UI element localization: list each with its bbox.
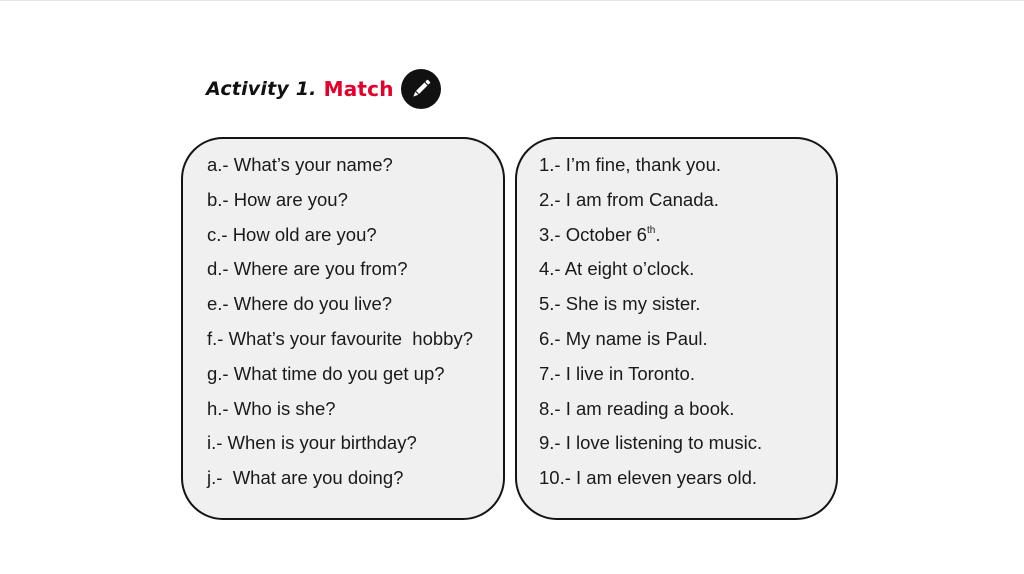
question-item: c.- How old are you? [207,223,377,245]
answer-item [539,151,762,186]
answer-text: 5.- She is my sister. [539,293,701,315]
answers-list [539,151,762,499]
question-item: i.- When is your birthday? [207,432,417,454]
answer-superscript: th [646,224,656,236]
answer-text: 7.- I live in Toronto. [539,362,695,384]
answer-item [539,255,762,290]
answer-item [539,464,762,499]
answer-item [539,429,762,464]
question-item: g.- What time do you get up? [207,362,445,384]
answer-text: 8.- I am reading a book. [539,397,735,419]
answer-suffix: . [655,223,661,245]
question-item: a.- What’s your name? [207,154,393,175]
answer-item [539,395,762,430]
activity-label: Activity 1. [206,78,317,100]
answer-text: 3.- October 6 [539,223,647,245]
answer-item [539,186,762,221]
answer-item [539,221,762,256]
question-item: b.- How are you? [207,188,348,210]
answer-text: 2.- I am from Canada. [539,188,719,210]
answer-text: 6.- My name is Paul. [539,327,708,349]
question-item: e.- Where do you live? [207,293,393,315]
answer-text: 10.- I am eleven years old. [539,467,757,489]
answer-item [539,325,762,360]
answer-item [539,360,762,395]
match-label: Match [323,77,394,101]
answer-text: 4.- At eight o’clock. [539,258,695,280]
answer-item [539,290,762,325]
questions-list [207,151,473,499]
question-item: f.- What’s your favourite hobby? [207,327,473,349]
question-item: j.- What are you doing? [207,467,404,489]
answers-card [515,137,838,520]
pencil-icon [401,69,441,109]
question-item: d.- Where are you from? [207,258,408,280]
questions-card [181,137,505,520]
question-item: h.- Who is she? [207,397,336,419]
answer-text: 1.- I’m fine, thank you. [539,154,722,175]
activity-title [206,67,441,111]
answer-text: 9.- I love listening to music. [539,432,763,454]
